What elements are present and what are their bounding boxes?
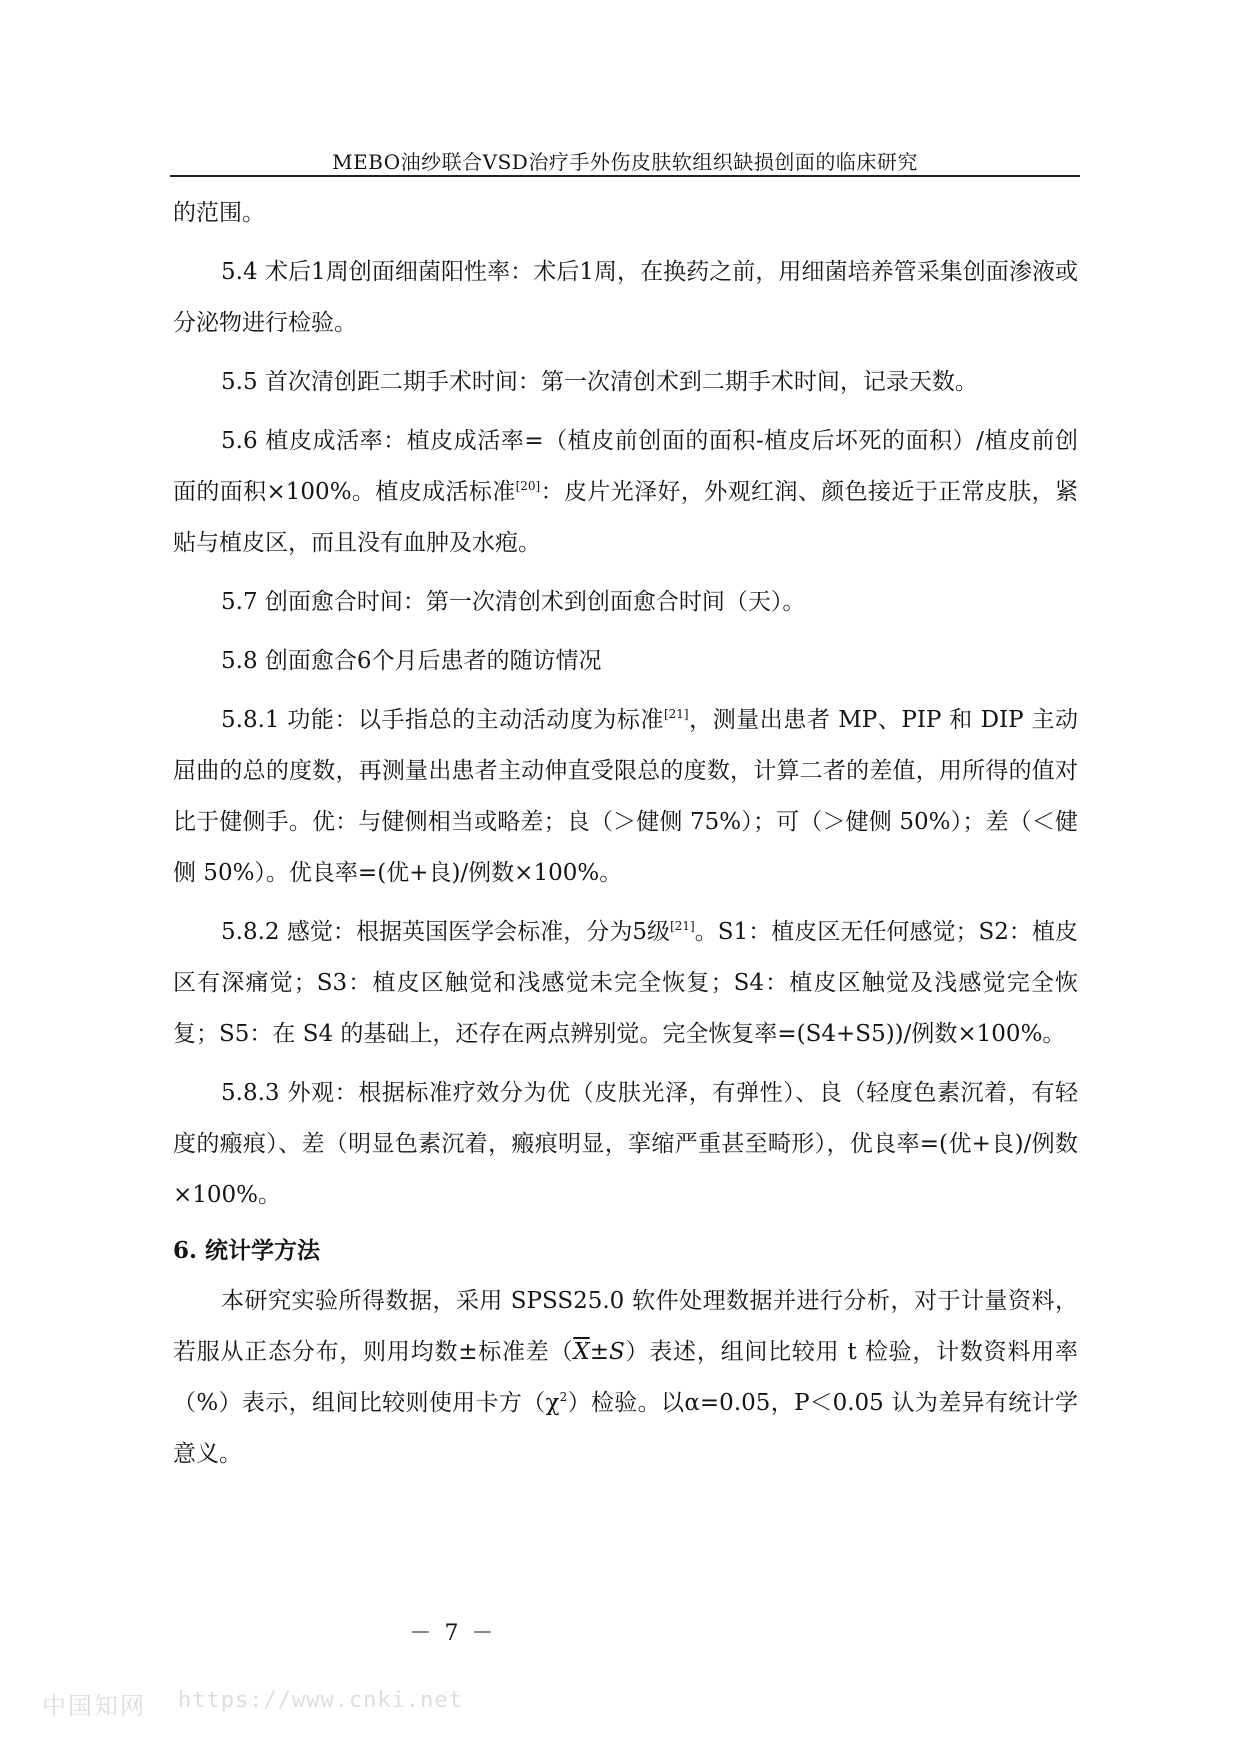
citation-20: [20] xyxy=(515,479,541,493)
cnki-watermark-url: https://www.cnki.net xyxy=(178,1688,463,1713)
paragraph-5-8-1-text: 5.8.1 功能：以手指总的主动活动度为标准 xyxy=(221,707,664,733)
stats-text-2: ）表述，组间比较用 t 检验，计数资料用率（%）表示，组间比较则使用卡方（χ xyxy=(173,1339,1078,1416)
page-number: － 7 － xyxy=(409,1621,497,1646)
citation-21b: [21] xyxy=(670,919,695,933)
paragraph-5-8-2 xyxy=(173,907,1078,1060)
paragraph-5-7: 5.7 创面愈合时间：第一次清创术到创面愈合时间（天）。 xyxy=(221,589,806,615)
paragraph-5-6-text-2: ：皮片光泽好，外观红润、颜色接近于正常皮肤，紧贴与植皮区，而且没有血肿及水疱。 xyxy=(173,479,1079,556)
paragraph-5-6 xyxy=(173,416,1078,569)
paragraph-continuation: 的范围。 xyxy=(173,200,265,226)
citation-21: [21] xyxy=(663,707,689,721)
running-header: MEBO油纱联合VSD治疗手外伤皮肤软组织缺损创面的临床研究 xyxy=(332,150,918,174)
sd-symbol: ±S xyxy=(589,1339,625,1365)
paragraph-5-8: 5.8 创面愈合6个月后患者的随访情况 xyxy=(221,648,602,674)
paragraph-5-8-1 xyxy=(173,695,1078,899)
paragraph-5-6-text: 5.6 植皮成活率：植皮成活率=（植皮前创面的面积-植皮后坏死的面积）/植皮前创面的面积×100%。植皮成活标准 xyxy=(173,428,1078,505)
section-heading-6: 6. 统计学方法 xyxy=(173,1237,321,1264)
paragraph-5-4: 5.4 术后1周创面细菌阳性率：术后1周，在换药之前，用细菌培养管采集创面渗液或分泌物进行检验。 xyxy=(173,259,1078,336)
paragraph-5-8-2-text: 5.8.2 感觉：根据英国医学会标准，分为5级 xyxy=(221,919,671,945)
body-text xyxy=(173,188,1078,1480)
stats-text-3: ）检验。以α=0.05，P＜0.05 认为差异有统计学意义。 xyxy=(173,1390,1079,1467)
stats-text-1: 本研究实验所得数据，采用 SPSS25.0 软件处理数据并进行分析，对于计量资料，若服从正态分布，则用均数±标准差（ xyxy=(173,1288,1078,1365)
mean-symbol: $\overline{X}$ xyxy=(573,1339,590,1365)
chi-square-exponent: 2 xyxy=(559,1390,568,1404)
paragraph-5-8-3: 5.8.3 外观：根据标准疗效分为优（皮肤光泽，有弹性）、良（轻度色素沉着，有轻度的瘢痕）、差（明显色素沉着，瘢痕明显，挛缩严重甚至畸形），优良率=(优+良)/例数×100%。 xyxy=(173,1080,1078,1208)
paragraph-5-8-1-text-2: ，测量出患者 MP、PIP 和 DIP 主动屈曲的总的度数，再测量出患者主动伸直受限总的度数，计算二者的差值，用所得的值对比于健侧手。优：与健侧相当或略差；良（＞健侧 75%）；可（＞健侧 50%）；差（＜健侧 50%）。优良率=(优+良)/例数×100%。 xyxy=(173,707,1078,886)
cnki-watermark-logo: 中国知网 xyxy=(42,1692,146,1720)
header-rule xyxy=(170,175,1080,177)
paragraph-stats xyxy=(173,1276,1078,1480)
paragraph-5-8-2-text-2: 。S1：植皮区无任何感觉；S2：植皮区有深痛觉；S3：植皮区触觉和浅感觉未完全恢复；S4：植皮区触觉及浅感觉完全恢复；S5：在 S4 的基础上，还存在两点辨别觉。完全恢复率=(S4+S5))/例数×100%。 xyxy=(173,919,1079,1047)
paragraph-5-5: 5.5 首次清创距二期手术时间：第一次清创术到二期手术时间，记录天数。 xyxy=(221,369,978,395)
